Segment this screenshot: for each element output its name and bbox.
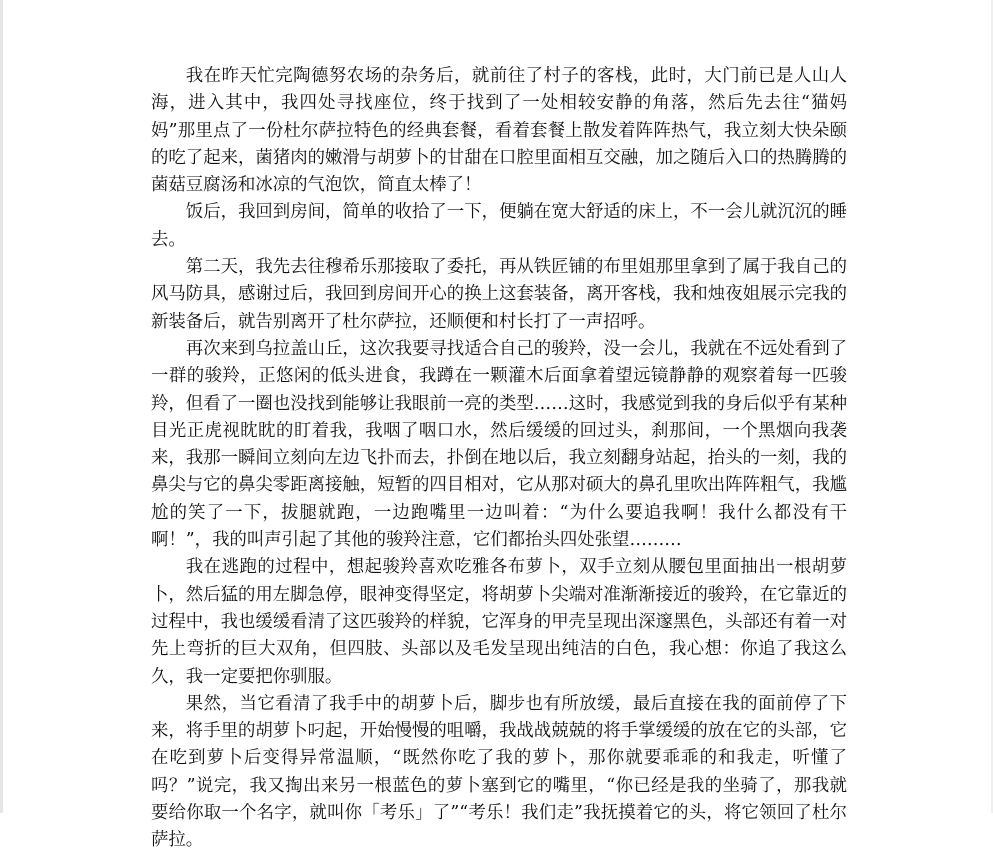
document-body — [151, 63, 847, 855]
paragraph-3: 第二天，我先去往穆希乐那接取了委托，再从铁匠铺的布里姐那里拿到了属于我自己的风马防具，感谢过后，我回到房间开心的换上这套装备，离开客栈，我和烛夜姐展示完我的新装备后，就告别离开了杜尔萨拉，还顺便和村长打了一声招呼。 — [151, 257, 847, 332]
paragraph-4: 再次来到乌拉盖山丘，这次我要寻找适合自己的骏羚，没一会儿，我就在不远处看到了一群的骏羚，正悠闲的低头进食，我蹲在一颗灌木后面拿着望远镜静静的观察着每一匹骏羚，但看了一圈也没找到能够让我眼前一亮的类型……这时，我感觉到我的身后似乎有某种目光正虎视眈眈的盯着我，我咽了咽口水，然后缓缓的回过头，刹那间，一个黑烟向我袭来，我那一瞬间立刻向左边飞扑而去，扑倒在地以后，我立刻翻身站起，抬头的一刻，我的鼻尖与它的鼻尖零距离接触，短暂的四目相对，它从那对硕大的鼻孔里吹出阵阵粗气，我尴尬的笑了一下，拔腿就跑，一边跑嘴里一边叫着：“为什么要追我啊！我什么都没有干啊！”，我的叫声引起了其他的骏羚注意，它们都抬头四处张望……… — [151, 338, 847, 551]
paragraph-1: 我在昨天忙完陶德努农场的杂务后，就前往了村子的客栈，此时，大门前已是人山人海，进入其中，我四处寻找座位，终于找到了一处相较安静的角落，然后先去往“猫妈妈”那里点了一份杜尔萨拉特色的经典套餐，看着套餐上散发着阵阵热气，我立刻大快朵颐的吃了起来，菌猪肉的嫩滑与胡萝卜的甘甜在口腔里面相互交融，加之随后入口的热腾腾的菌菇豆腐汤和冰凉的气泡饮，简直太棒了！ — [151, 66, 847, 196]
page-left-edge — [0, 0, 3, 813]
paragraph-5: 我在逃跑的过程中，想起骏羚喜欢吃雅各布萝卜，双手立刻从腰包里面抽出一根胡萝卜，然后猛的用左脚急停，眼神变得坚定，将胡萝卜尖端对准渐渐接近的骏羚，在它靠近的过程中，我也缓缓看清了这匹骏羚的样貌，它浑身的甲壳呈现出深邃黑色，头部还有着一对先上弯折的巨大双角，但四肢、头部以及毛发呈现出纯洁的白色，我心想：你追了我这么久，我一定要把你驯服。 — [151, 557, 847, 687]
paragraph-2: 饭后，我回到房间，简单的收拾了一下，便躺在宽大舒适的床上，不一会儿就沉沉的睡去。 — [151, 202, 847, 250]
paragraph-6: 果然，当它看清了我手中的胡萝卜后，脚步也有所放缓，最后直接在我的面前停了下来，将手里的胡萝卜叼起，开始慢慢的咀嚼，我战战兢兢的将手掌缓缓的放在它的头部，它在吃到萝卜后变得异常温顺，“既然你吃了我的萝卜，那你就要乖乖的和我走，听懂了吗？”说完，我又掏出来另一根蓝色的萝卜塞到它的嘴里，“你已经是我的坐骑了，那我就要给你取一个名字，就叫你「考乐」了”“考乐！我们走”我抚摸着它的头，将它领回了杜尔萨拉。 — [151, 693, 847, 851]
